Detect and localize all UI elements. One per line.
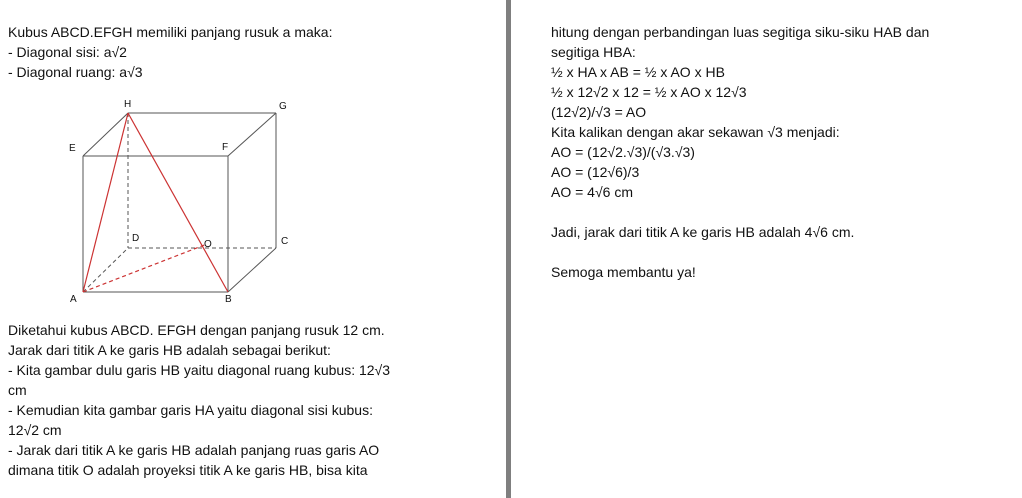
solution-line: ½ x 12√2 x 12 = ½ x AO x 12√3 bbox=[551, 84, 747, 100]
edge-bc bbox=[228, 248, 276, 292]
paragraph-line: Jarak dari titik A ke garis HB adalah sebagai berikut: bbox=[8, 342, 331, 358]
paragraph-line: - Kita gambar dulu garis HB yaitu diagonal ruang kubus: 12√3 bbox=[8, 362, 391, 378]
left-column bbox=[8, 0, 488, 82]
label-h: H bbox=[124, 99, 132, 110]
edge-eh bbox=[83, 113, 128, 156]
right-column bbox=[551, 22, 1011, 282]
intro-text: Kubus ABCD.EFGH memiliki panjang rusuk a maka: bbox=[8, 24, 333, 40]
diagonal-sisi-text: - Diagonal sisi: a√2 bbox=[8, 44, 127, 60]
solution-line: Kita kalikan dengan akar sekawan √3 menjadi: bbox=[551, 124, 840, 140]
left-paragraph bbox=[8, 320, 488, 480]
column-divider bbox=[506, 0, 511, 498]
solution-line: hitung dengan perbandingan luas segitiga siku-siku HAB dan bbox=[551, 24, 930, 40]
label-o: O bbox=[204, 239, 212, 250]
solution-line: AO = 4√6 cm bbox=[551, 184, 633, 200]
closing-text: Semoga membantu ya! bbox=[551, 264, 696, 280]
cube-diagram bbox=[58, 92, 308, 312]
diagonal-ruang-text: - Diagonal ruang: a√3 bbox=[8, 64, 143, 80]
paragraph-line: - Kemudian kita gambar garis HA yaitu diagonal sisi kubus: bbox=[8, 402, 373, 418]
solution-line: AO = (12√6)/3 bbox=[551, 164, 640, 180]
label-b: B bbox=[225, 294, 232, 305]
label-a: A bbox=[70, 294, 77, 305]
paragraph-line: cm bbox=[8, 382, 27, 398]
highlight-lines bbox=[83, 113, 228, 292]
solution-line: segitiga HBA: bbox=[551, 44, 636, 60]
line-ao bbox=[83, 244, 207, 292]
label-f: F bbox=[222, 142, 229, 153]
label-g: G bbox=[279, 101, 287, 112]
line-ha bbox=[83, 113, 128, 292]
line-hb bbox=[128, 113, 228, 292]
edge-fg bbox=[228, 113, 276, 156]
label-d: D bbox=[132, 233, 140, 244]
solution-line: ½ x HA x AB = ½ x AO x HB bbox=[551, 64, 725, 80]
spacer bbox=[551, 242, 1011, 262]
edge-ad bbox=[83, 248, 128, 292]
spacer bbox=[551, 202, 1011, 222]
conclusion-text: Jadi, jarak dari titik A ke garis HB adalah 4√6 cm. bbox=[551, 224, 855, 240]
paragraph-line: - Jarak dari titik A ke garis HB adalah panjang ruas garis AO bbox=[8, 442, 380, 458]
hidden-edges bbox=[83, 113, 276, 292]
label-c: C bbox=[281, 236, 289, 247]
label-e: E bbox=[69, 143, 76, 154]
paragraph-line: 12√2 cm bbox=[8, 422, 62, 438]
paragraph-line: Diketahui kubus ABCD. EFGH dengan panjang rusuk 12 cm. bbox=[8, 322, 385, 338]
solution-line: AO = (12√2.√3)/(√3.√3) bbox=[551, 144, 695, 160]
solution-line: (12√2)/√3 = AO bbox=[551, 104, 647, 120]
cube-edges bbox=[83, 113, 276, 292]
paragraph-line: dimana titik O adalah proyeksi titik A ke garis HB, bisa kita bbox=[8, 462, 368, 478]
